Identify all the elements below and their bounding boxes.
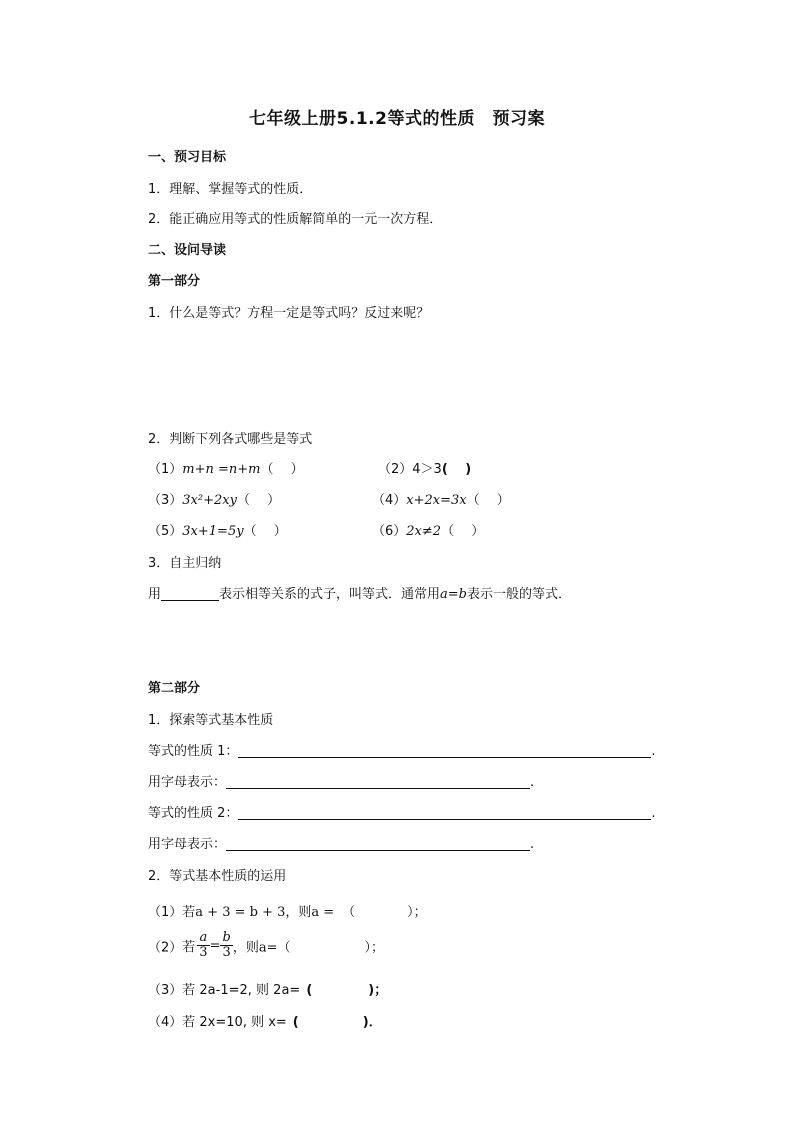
equals-sign: =	[209, 938, 221, 954]
answer-paren-open: (	[292, 1015, 299, 1030]
judge-item-expression: 3x²+2xy	[182, 493, 237, 508]
period: .	[651, 806, 656, 821]
answer-paren-close: ）；	[364, 940, 384, 956]
part-two-heading: 第二部分	[148, 681, 201, 696]
judge-item-1	[148, 458, 304, 477]
fraction-denominator: 3	[220, 945, 232, 960]
apply-item-2	[148, 931, 384, 961]
part-one-heading: 第一部分	[148, 274, 201, 289]
apply-item-number: （4）	[148, 1015, 183, 1030]
judge-item-expression: 3x+1=5y	[182, 524, 244, 539]
letters-label: 用字母表示：	[148, 775, 227, 790]
apply-item-expression: 若 2a-1=2, 则 2a=	[182, 983, 301, 998]
period: .	[651, 744, 656, 759]
judge-item-expression: x+2x=3x	[406, 493, 467, 508]
judge-item-number: （6）	[372, 524, 407, 539]
fraction-b-over-3	[220, 931, 232, 961]
answer-parentheses[interactable]: （ ）	[243, 524, 287, 539]
section-heading-goals: 一、预习目标	[148, 150, 227, 165]
apply-item-3	[148, 979, 387, 998]
answer-parentheses[interactable]: （ ）	[441, 524, 485, 539]
period: .	[530, 837, 535, 852]
property-2-line	[148, 802, 656, 821]
apply-item-number: （3）	[148, 983, 183, 998]
summary-sentence	[148, 583, 571, 602]
summary-text: 用	[148, 587, 162, 602]
goal-item-1: 1．理解、掌握等式的性质．	[148, 182, 313, 197]
judge-item-number: （1）	[148, 462, 183, 477]
fill-blank[interactable]	[238, 743, 651, 758]
goal-item-2: 2．能正确应用等式的性质解简单的一元一次方程．	[148, 212, 443, 227]
question-self-summary: 3．自主归纳	[148, 556, 222, 571]
answer-paren-close: )；	[368, 983, 388, 998]
page-title: 七年级上册5.1.2等式的性质 预习案	[249, 109, 545, 129]
answer-parentheses[interactable]: （ ）	[466, 493, 510, 508]
property-label: 等式的性质 1：	[148, 744, 239, 759]
fill-blank[interactable]	[226, 836, 530, 851]
apply-item-expression: 若a + 3 = b + 3，则a =	[182, 905, 335, 920]
summary-text: 表示相等关系的式子，叫等式．通常用	[219, 587, 441, 602]
question-judge-equations: 2．判断下列各式哪些是等式	[148, 432, 313, 447]
fill-blank[interactable]	[161, 586, 219, 601]
apply-item-1	[148, 901, 427, 920]
answer-paren-close: )．	[362, 1015, 382, 1030]
judge-item-expression: 4＞3	[412, 462, 442, 477]
judge-item-2	[378, 458, 471, 477]
apply-item-number: （1）	[148, 905, 183, 920]
judge-item-number: （3）	[148, 493, 183, 508]
summary-variable: a=b	[440, 587, 467, 602]
question-what-is-equation: 1．什么是等式？方程一定是等式吗？反过来呢？	[148, 306, 430, 321]
apply-item-ruo: 若	[182, 940, 196, 956]
fraction-a-over-3	[197, 931, 209, 961]
answer-paren-close: ）；	[407, 905, 427, 920]
fraction-numerator: b	[222, 930, 231, 945]
period: .	[530, 775, 535, 790]
property-label: 等式的性质 2：	[148, 806, 239, 821]
judge-item-expression: m+n =n+m	[182, 462, 261, 477]
apply-item-4	[148, 1011, 382, 1030]
answer-parentheses[interactable]: ( )	[441, 462, 472, 477]
fraction-denominator: 3	[199, 945, 208, 961]
judge-item-number: （5）	[148, 524, 183, 539]
question-apply-properties: 2．等式基本性质的运用	[148, 869, 287, 884]
judge-item-5	[148, 520, 287, 539]
apply-item-expression: 若 2x=10, 则 x=	[182, 1015, 287, 1030]
section-heading-guide: 二、设问导读	[148, 243, 227, 258]
fill-blank[interactable]	[226, 774, 530, 789]
judge-item-expression: 2x≠2	[406, 524, 442, 539]
letters-2-line	[148, 833, 534, 852]
apply-item-then: ，则a=	[232, 940, 278, 956]
property-1-line	[148, 740, 656, 759]
summary-text: 表示一般的等式．	[467, 587, 572, 602]
fraction-numerator: a	[199, 930, 208, 945]
judge-item-6	[372, 520, 484, 539]
judge-item-3	[148, 489, 280, 508]
answer-paren-open: (	[306, 983, 313, 998]
letters-1-line	[148, 771, 534, 790]
answer-parentheses[interactable]: （ ）	[236, 493, 281, 508]
judge-item-number: （4）	[372, 493, 407, 508]
question-explore-properties: 1．探索等式基本性质	[148, 713, 274, 728]
answer-parentheses[interactable]: （ ）	[260, 462, 304, 477]
judge-item-number: （2）	[378, 462, 413, 477]
judge-item-4	[372, 489, 510, 508]
apply-item-number: （2）	[148, 940, 183, 956]
answer-paren-open: （	[277, 940, 291, 956]
fill-blank[interactable]	[238, 805, 651, 820]
letters-label: 用字母表示：	[148, 837, 227, 852]
answer-paren-open: （	[342, 905, 356, 920]
